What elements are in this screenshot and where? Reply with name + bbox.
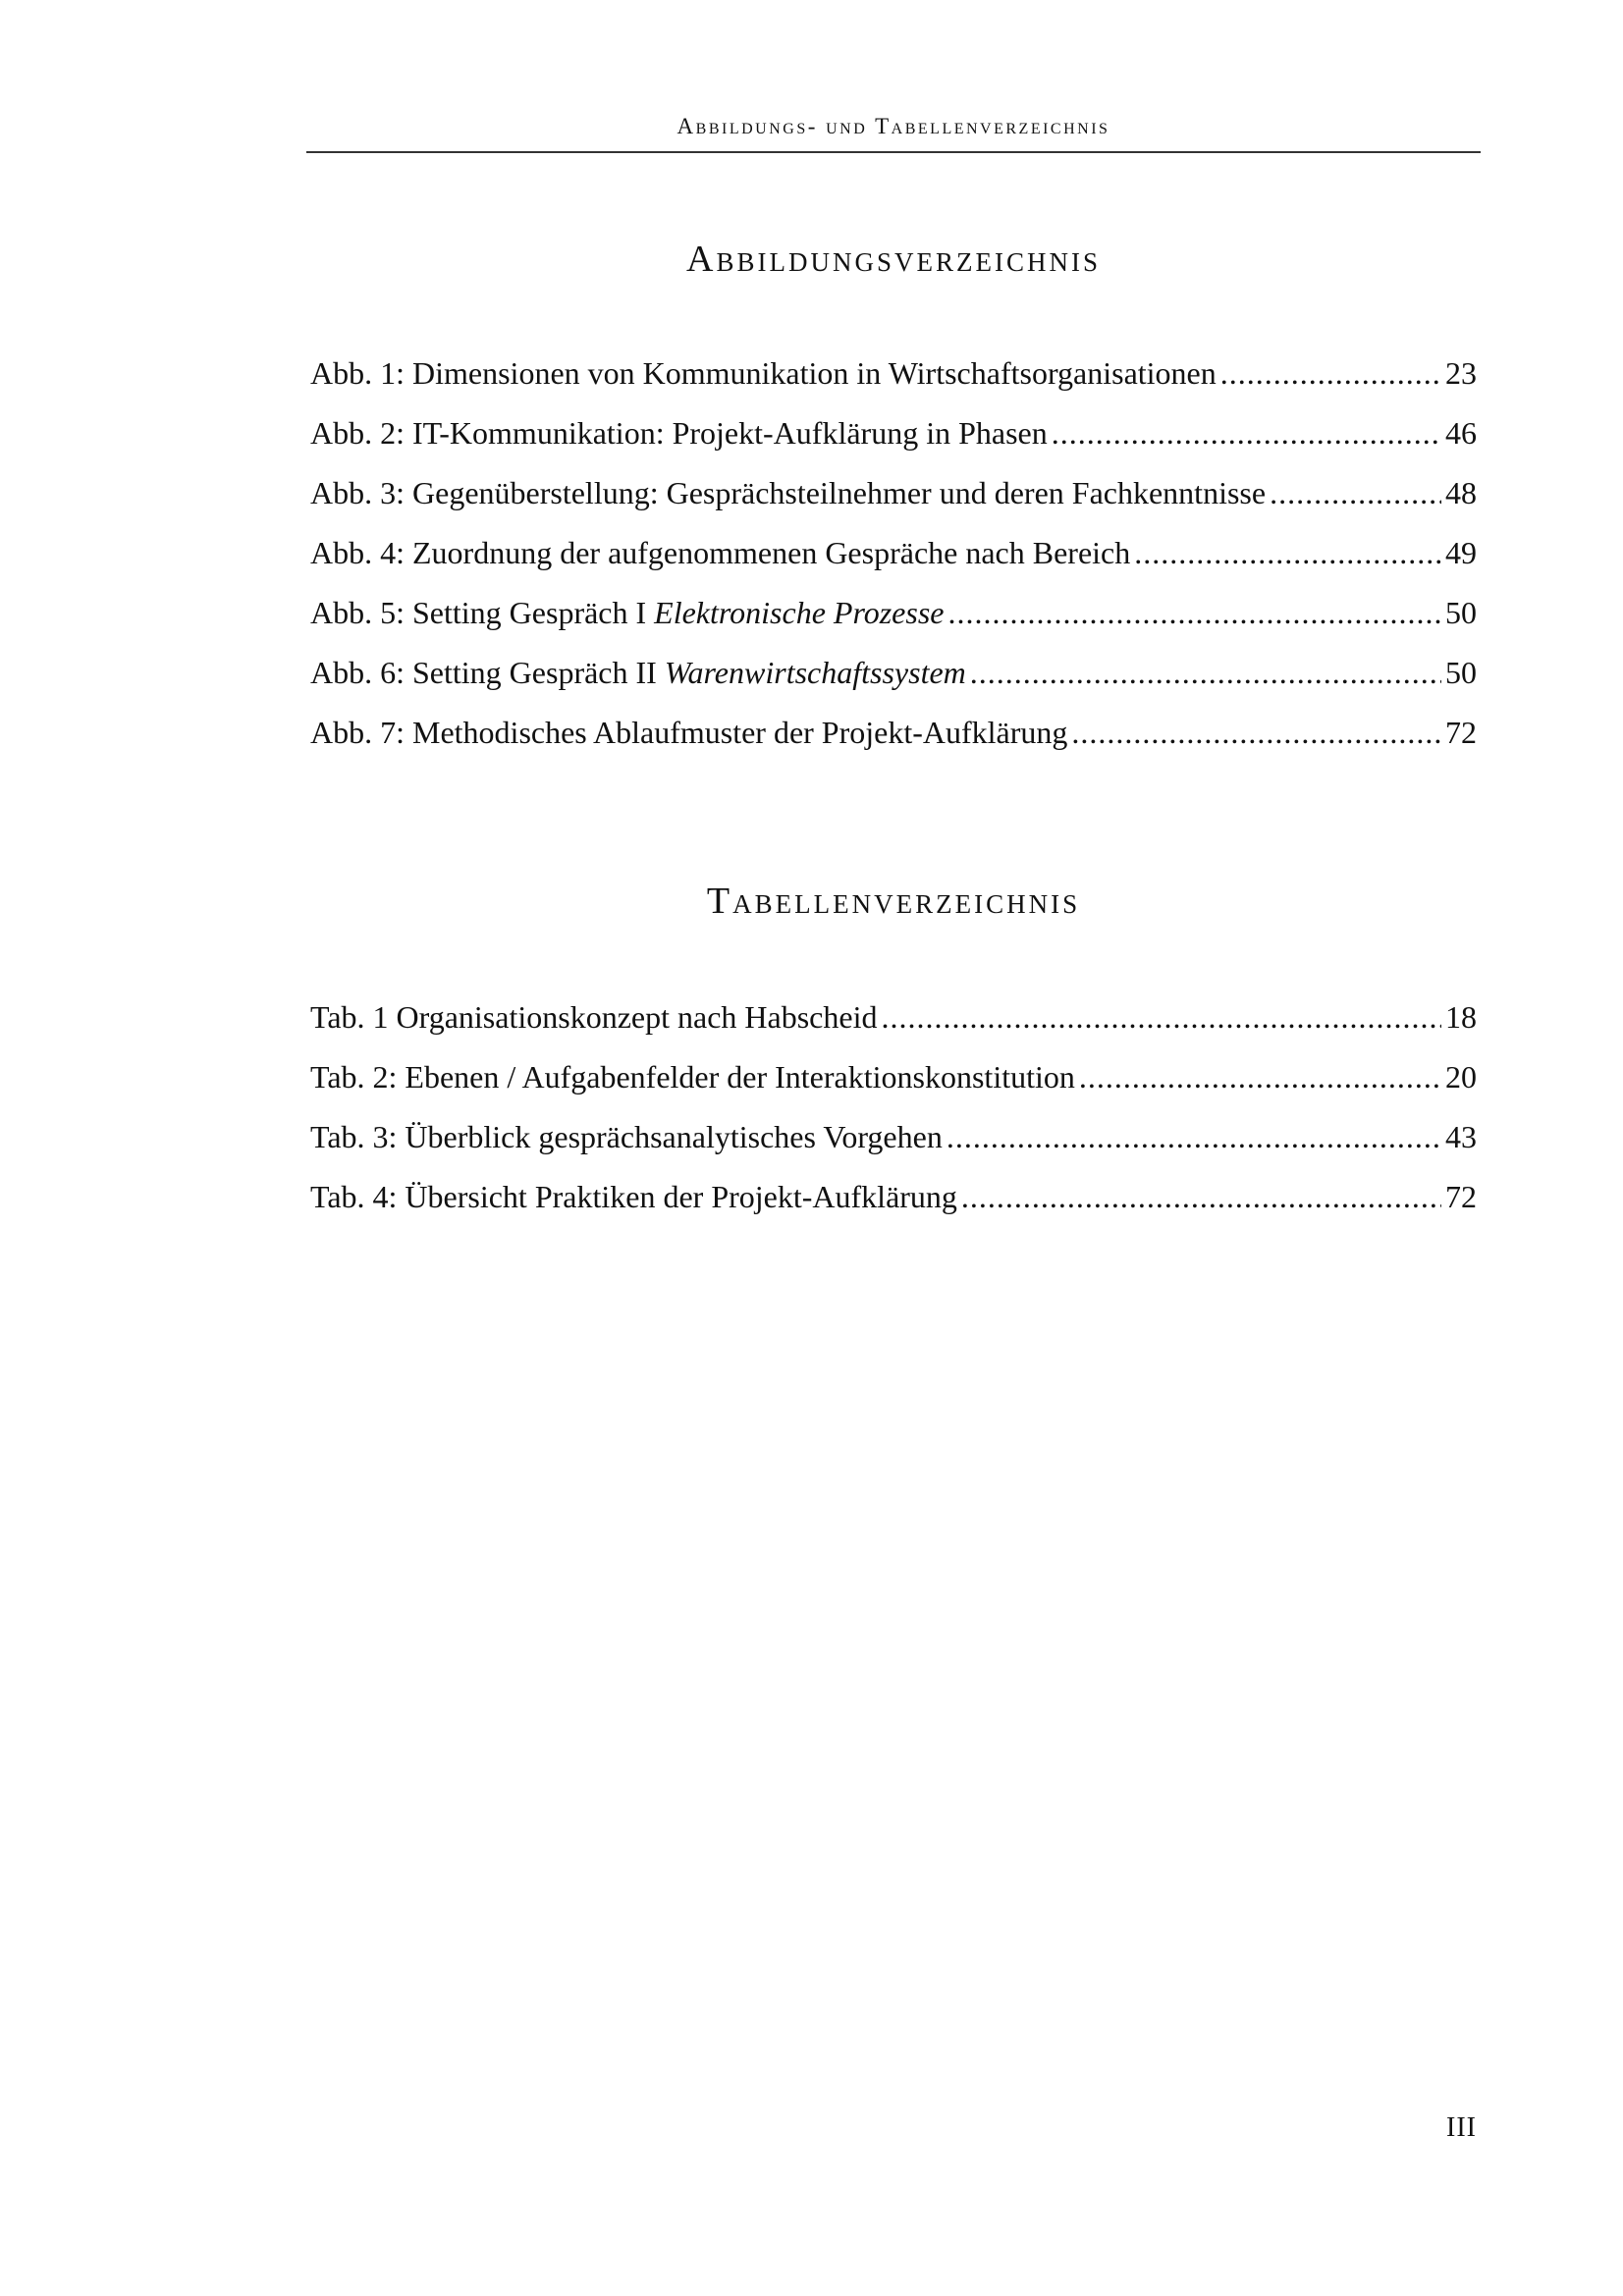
table-entry[interactable]: [310, 1057, 1477, 1117]
figures-list: [310, 353, 1477, 773]
entry-page-number: 23: [1445, 355, 1477, 391]
entry-page-number: 20: [1445, 1059, 1477, 1095]
dot-leader: [1270, 473, 1441, 512]
dot-leader: [1134, 533, 1441, 572]
entry-page-number: 18: [1445, 999, 1477, 1035]
dot-leader: [881, 997, 1441, 1037]
figure-entry[interactable]: [310, 473, 1477, 533]
dot-leader: [947, 1117, 1441, 1156]
dot-leader: [1079, 1057, 1441, 1096]
entry-label: Abb. 3: Gegenüberstellung: Gesprächsteilnehmer und deren Fachkenntnisse: [310, 475, 1267, 510]
entry-label: Tab. 3: Überblick gesprächsanalytisches Vorgehen: [310, 1119, 943, 1154]
figure-entry[interactable]: [310, 593, 1477, 653]
table-entry[interactable]: [310, 997, 1477, 1057]
figure-entry[interactable]: [310, 533, 1477, 593]
figure-entry[interactable]: [310, 353, 1477, 413]
entry-page-number: 72: [1445, 1179, 1477, 1214]
entry-page-number: 50: [1445, 655, 1477, 690]
table-entry[interactable]: [310, 1177, 1477, 1237]
entry-page-number: 46: [1445, 415, 1477, 451]
tables-list: [310, 997, 1477, 1237]
entry-label: Tab. 1 Organisationskonzept nach Habscheid: [310, 999, 878, 1035]
running-header: Abbildungs- und Tabellenverzeichnis: [676, 114, 1110, 138]
figure-entry[interactable]: [310, 713, 1477, 773]
dot-leader: [1220, 353, 1441, 393]
entry-label: Abb. 6: Setting Gespräch II Warenwirtschaftssystem: [310, 655, 966, 690]
figure-entry[interactable]: [310, 413, 1477, 473]
entry-label: Tab. 4: Übersicht Praktiken der Projekt-Aufklärung: [310, 1179, 957, 1214]
entry-page-number: 49: [1445, 535, 1477, 570]
figures-section-title: Abbildungsverzeichnis: [686, 239, 1101, 280]
entry-page-number: 48: [1445, 475, 1477, 510]
dot-leader: [1071, 713, 1441, 752]
entry-page-number: 43: [1445, 1119, 1477, 1154]
page-number: III: [1446, 2112, 1477, 2143]
entry-page-number: 72: [1445, 715, 1477, 750]
header-rule: [306, 151, 1481, 153]
entry-label: Abb. 2: IT-Kommunikation: Projekt-Aufklärung in Phasen: [310, 415, 1048, 451]
dot-leader: [1052, 413, 1441, 453]
dot-leader: [947, 593, 1441, 632]
entry-label: Tab. 2: Ebenen / Aufgabenfelder der Interaktionskonstitution: [310, 1059, 1075, 1095]
entry-label: Abb. 4: Zuordnung der aufgenommenen Gespräche nach Bereich: [310, 535, 1131, 570]
entry-page-number: 50: [1445, 595, 1477, 630]
entry-label: Abb. 1: Dimensionen von Kommunikation in Wirtschaftsorganisationen: [310, 355, 1217, 391]
dot-leader: [970, 653, 1441, 692]
table-entry[interactable]: [310, 1117, 1477, 1177]
entry-label: Abb. 7: Methodisches Ablaufmuster der Projekt-Aufklärung: [310, 715, 1068, 750]
entry-label: Abb. 5: Setting Gespräch I Elektronische Prozesse: [310, 595, 945, 630]
figure-entry[interactable]: [310, 653, 1477, 713]
tables-section-title: Tabellenverzeichnis: [706, 881, 1081, 922]
dot-leader: [961, 1177, 1441, 1216]
